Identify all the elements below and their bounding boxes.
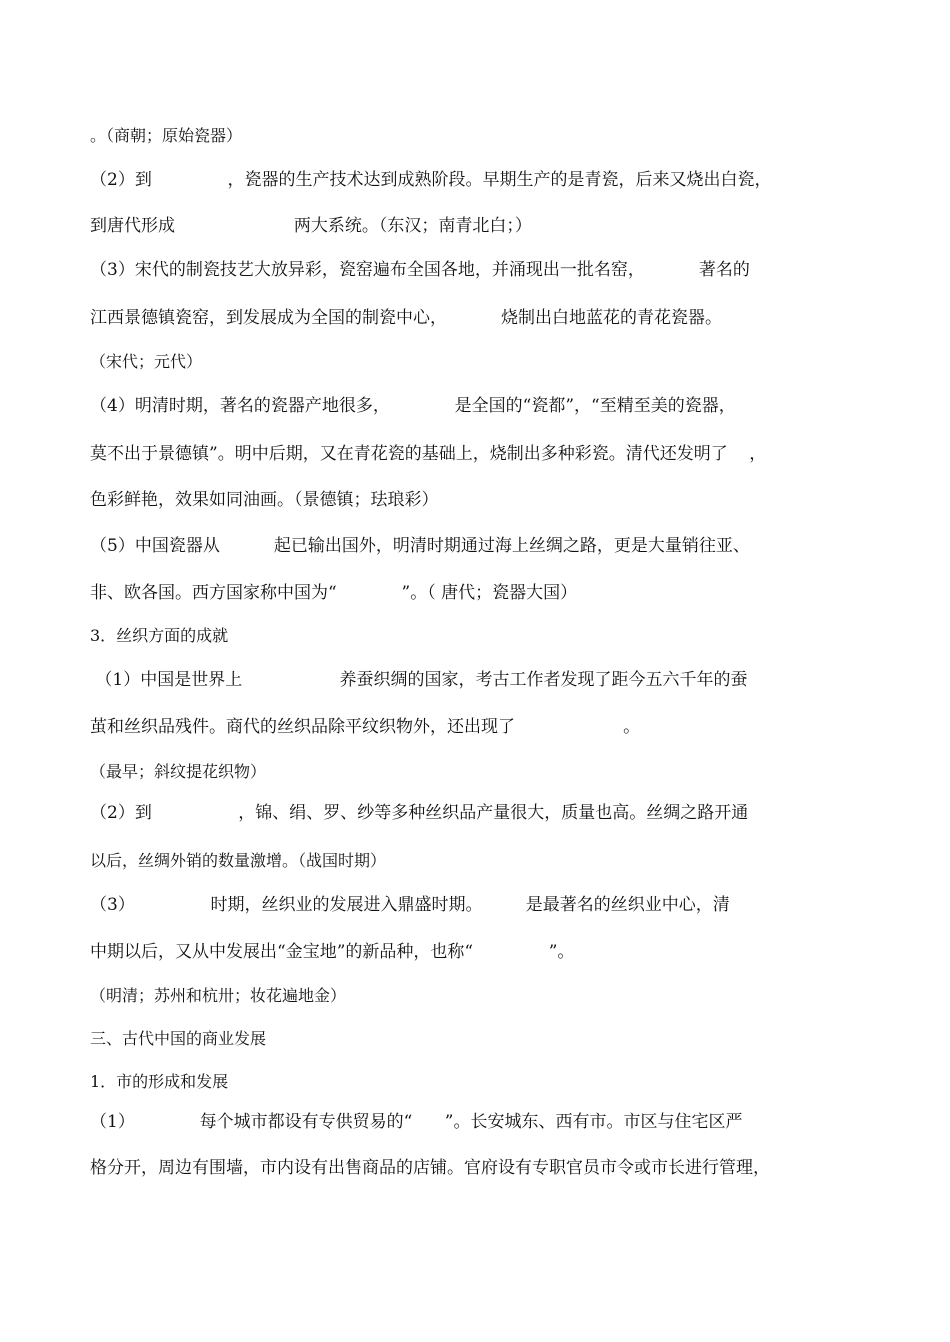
text-line: 江西景德镇瓷窑，到发展成为全国的制瓷中心， 烧制出白地蓝花的青花瓷器。	[90, 308, 723, 328]
text-line: （宋代；元代）	[90, 352, 203, 371]
text-line: （1）中国是世界上 养蚕织绸的国家，考古工作者发现了距今五六千年的蚕	[90, 670, 748, 690]
text-line: 茧和丝织品残件。商代的丝织品除平纹织物外，还出现了 。	[90, 717, 641, 737]
text-line: 格分开，周边有围墙，市内设有出售商品的店铺。官府设有专职官员市令或市长进行管理，	[90, 1158, 770, 1178]
section-heading: 1．市的形成和发展	[90, 1072, 229, 1091]
text-line: （4）明清时期，著名的瓷器产地很多， 是全国的“瓷都”，“至精至美的瓷器，	[90, 396, 736, 416]
text-line: 非、欧各国。西方国家称中国为“ ”。（ 唐代；瓷器大国）	[90, 583, 578, 603]
text-line: 以后，丝绸外销的数量激增。（战国时期）	[90, 851, 387, 870]
text-line: （明清；苏州和杭卅；妆花遍地金）	[90, 986, 347, 1005]
text-line: （2）到 ，瓷器的生产技术达到成熟阶段。早期生产的是青瓷，后来又烧出白瓷，	[90, 170, 772, 190]
text-line: （2）到 ，锦、绢、罗、纱等多种丝织品产量很大，质量也高。丝绸之路开通	[90, 803, 749, 823]
text-line: 色彩鲜艳，效果如同油画。（景德镇；珐琅彩）	[90, 490, 439, 510]
text-line: （3） 时期，丝织业的发展进入鼎盛时期。 是最著名的丝织业中心，清	[90, 895, 730, 915]
text-line: （最早；斜纹提花织物）	[90, 762, 267, 781]
section-heading: 三、古代中国的商业发展	[90, 1029, 267, 1048]
text-line: （5）中国瓷器从 起已输出国外，明清时期通过海上丝绸之路，更是大量销往亚、	[90, 536, 750, 556]
text-line: （3）宋代的制瓷技艺大放异彩，瓷窑遍布全国各地，并涌现出一批名窑， 著名的	[90, 260, 750, 280]
text-line: 莫不出于景德镇”。明中后期，又在青花瓷的基础上，烧制出多种彩瓷。清代还发明了 ，	[90, 444, 767, 464]
text-line: 中期以后，又从中发展出“金宝地”的新品种，也称“ ”。	[90, 942, 575, 962]
text-line: （1） 每个城市都设有专供贸易的“ ”。长安城东、西有市。市区与住宅区严	[90, 1112, 743, 1132]
text-line: 。（商朝；原始瓷器）	[90, 126, 243, 145]
text-line: 到唐代形成 两大系统。（东汉；南青北白；）	[90, 216, 532, 236]
section-heading: 3．丝织方面的成就	[90, 626, 229, 645]
